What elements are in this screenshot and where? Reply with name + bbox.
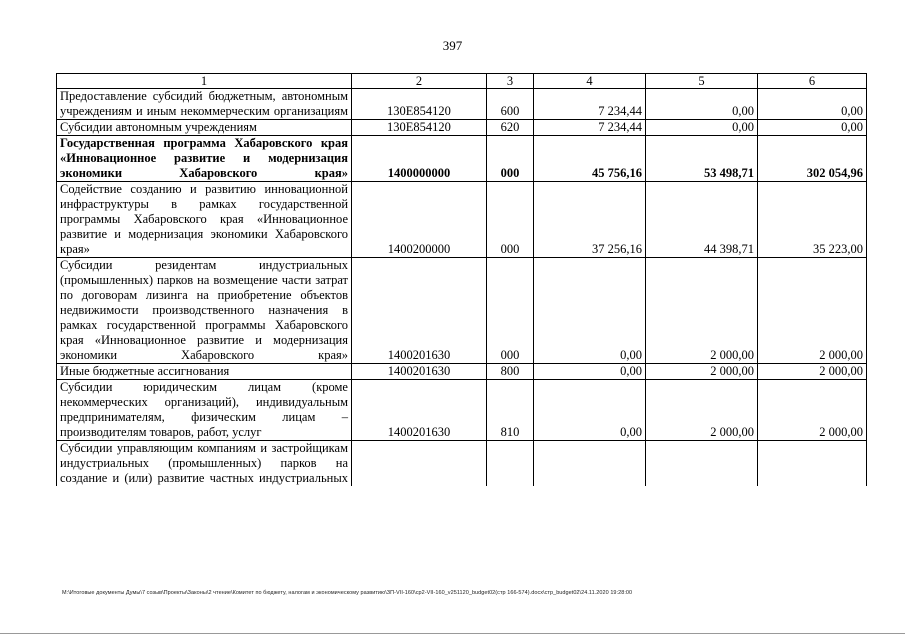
- description-line: автономным учреждениям и иным: [60, 89, 349, 118]
- row-value-col4: 0,00: [534, 364, 646, 380]
- row-value-col6: 2 000,00: [758, 380, 867, 441]
- row-description: [57, 258, 352, 364]
- row-type: 620: [487, 120, 534, 136]
- description-line: экономики Хабаровского края»: [60, 227, 349, 256]
- description-line: застройщикам индустриальных: [60, 441, 348, 470]
- column-number-row: [57, 74, 867, 89]
- description-line: Субсидии резидентам индустриальных: [60, 258, 348, 272]
- column-number: 4: [534, 74, 646, 89]
- row-type: [487, 441, 534, 487]
- table-row: [57, 364, 867, 380]
- row-code: [352, 441, 487, 487]
- description-line: Субсидии управляющим компаниям и: [60, 441, 268, 455]
- row-value-col5: 2 000,00: [646, 380, 758, 441]
- description-line: края»: [314, 166, 348, 180]
- table-row: [57, 258, 867, 364]
- row-code: 130E854120: [352, 120, 487, 136]
- row-type: 600: [487, 89, 534, 120]
- row-description: [57, 182, 352, 258]
- row-value-col6: [758, 441, 867, 487]
- row-value-col6: 302 054,96: [758, 136, 867, 182]
- description-line: физическим лицам – производителям товаров,: [60, 410, 349, 439]
- row-description: [57, 120, 352, 136]
- description-line: затрат по договорам лизинга на приобретение: [60, 273, 349, 302]
- row-value-col4: 0,00: [534, 380, 646, 441]
- description-line: программы Хабаровского края: [60, 318, 349, 347]
- description-line: Содействие созданию и развитию: [60, 182, 256, 196]
- table-row: [57, 380, 867, 441]
- row-type: 800: [487, 364, 534, 380]
- row-description: [57, 364, 352, 380]
- row-value-col6: 0,00: [758, 89, 867, 120]
- description-line: Субсидии юридическим лицам (кроме: [60, 380, 348, 394]
- description-line: «Инновационное развитие и модернизация: [94, 333, 348, 347]
- description-line: инновационной инфраструктуры в рамках: [60, 182, 348, 211]
- row-description: [57, 380, 352, 441]
- column-number: 3: [487, 74, 534, 89]
- description-line: некоммерческих организаций),: [60, 395, 240, 409]
- row-value-col4: 7 234,44: [534, 120, 646, 136]
- row-value-col6: 2 000,00: [758, 364, 867, 380]
- row-value-col4: 0,00: [534, 258, 646, 364]
- row-value-col5: 2 000,00: [646, 364, 758, 380]
- description-line: Предоставление субсидий бюджетным,: [60, 89, 276, 103]
- row-value-col5: [646, 441, 758, 487]
- row-value-col4: 45 756,16: [534, 136, 646, 182]
- table-row: [57, 182, 867, 258]
- description-line: работ, услуг: [197, 425, 262, 439]
- row-value-col5: 0,00: [646, 89, 758, 120]
- row-value-col5: 0,00: [646, 120, 758, 136]
- row-code: 1400200000: [352, 182, 487, 258]
- row-code: 130E854120: [352, 89, 487, 120]
- row-type: 000: [487, 136, 534, 182]
- column-number: 1: [57, 74, 352, 89]
- row-value-col6: 35 223,00: [758, 182, 867, 258]
- description-line: (промышленных) парков на создание и (или): [60, 456, 349, 485]
- row-value-col6: 2 000,00: [758, 258, 867, 364]
- description-line: государственной программы Хабаровского края: [60, 197, 349, 226]
- row-type: 810: [487, 380, 534, 441]
- description-line: края «Инновационное развитие и: [60, 136, 348, 165]
- table-row: [57, 136, 867, 182]
- row-code: 1400201630: [352, 364, 487, 380]
- table-row: [57, 89, 867, 120]
- page-bottom-rule: [0, 633, 905, 634]
- row-value-col4: 37 256,16: [534, 182, 646, 258]
- column-number: 2: [352, 74, 487, 89]
- table-row: [57, 441, 867, 487]
- description-line: назначения в рамках государственной: [60, 303, 348, 332]
- row-code: 1400201630: [352, 380, 487, 441]
- description-line: объектов недвижимости производственного: [60, 288, 348, 317]
- row-value-col4: [534, 441, 646, 487]
- footer-file-path: M:\Итоговые документы Думы\7 созыв\Проекты\Законы\2 чтение\Комитет по бюджету, налогам и экономическому развитию\ЗП-VII-160\ср2-VII-160_v251120_budget02(стр 166-574).docx\стр_budget02\24.11.2020 19:28:00: [62, 590, 633, 596]
- page-number: 397: [442, 38, 463, 53]
- row-description: [57, 441, 352, 487]
- column-number: 5: [646, 74, 758, 89]
- description-line: модернизация экономики Хабаровского: [60, 151, 348, 180]
- row-description: [57, 89, 352, 120]
- row-value-col5: 44 398,71: [646, 182, 758, 258]
- row-description: [57, 136, 352, 182]
- row-type: 000: [487, 258, 534, 364]
- description-line: «Инновационное развитие и модернизация: [60, 212, 349, 241]
- row-code: 1400201630: [352, 258, 487, 364]
- row-value-col5: 53 498,71: [646, 136, 758, 182]
- description-line: Государственная программа Хабаровского: [60, 136, 313, 150]
- description-line: Субсидии автономным учреждениям: [60, 120, 257, 134]
- description-line: (промышленных) парков на возмещение части: [60, 273, 312, 287]
- description-line: Иные бюджетные ассигнования: [60, 364, 230, 378]
- budget-table: [56, 73, 867, 486]
- description-line: индивидуальным предпринимателям,: [60, 395, 348, 424]
- row-value-col4: 7 234,44: [534, 89, 646, 120]
- row-value-col6: 0,00: [758, 120, 867, 136]
- row-code: 1400000000: [352, 136, 487, 182]
- table-row: [57, 120, 867, 136]
- row-type: 000: [487, 182, 534, 258]
- description-line: развитие частных индустриальных: [157, 471, 348, 485]
- row-value-col5: 2 000,00: [646, 258, 758, 364]
- column-number: 6: [758, 74, 867, 89]
- description-line: экономики Хабаровского края»: [60, 348, 348, 362]
- description-line: некоммерческим организациям: [180, 104, 348, 118]
